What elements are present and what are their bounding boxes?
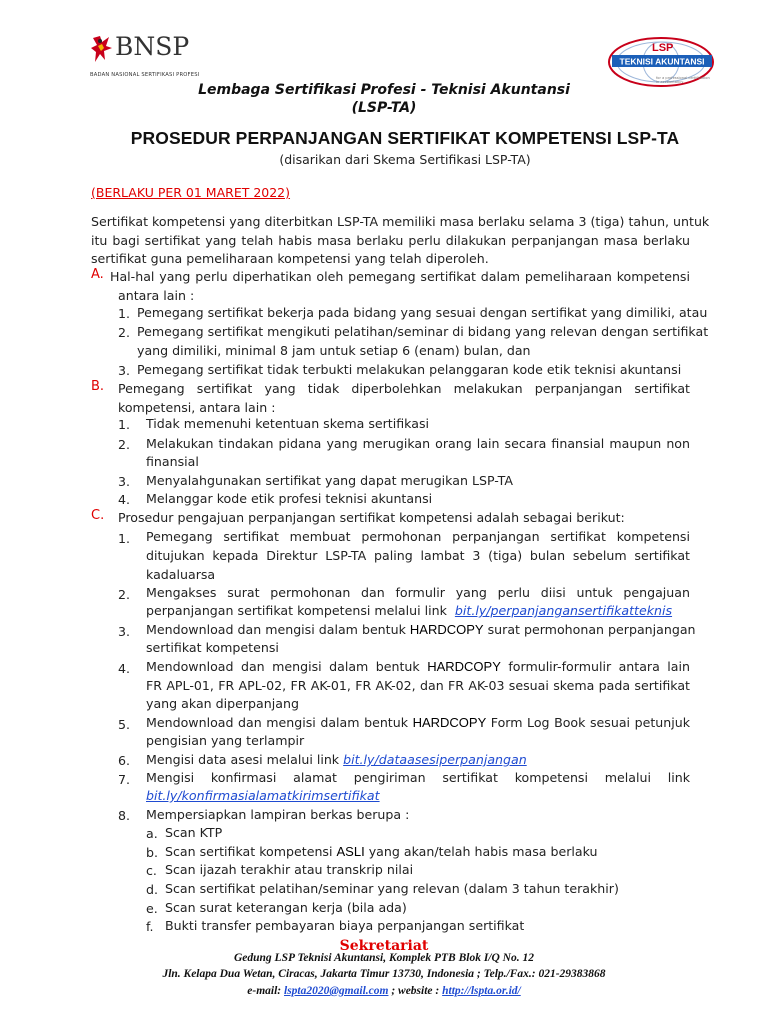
sublist-text: Scan sertifikat kompetensi — [165, 844, 333, 859]
list-item-cont: pengisian yang terlampir — [146, 733, 305, 748]
list-number: 2. — [118, 437, 131, 452]
bnsp-wordmark: BNSP — [115, 32, 190, 61]
sublist-item: Scan surat keterangan kerja (bila ada) — [165, 900, 407, 915]
list-item: Pemegang sertifikat membuat permohonan perpanjangan sertifikat kompetensi — [146, 529, 690, 544]
list-number: 2. — [118, 325, 131, 340]
list-item — [146, 657, 690, 676]
list-item-cont: yang akan diperpanjang — [146, 696, 299, 711]
list-number: 4. — [118, 492, 131, 507]
list-item-cont: finansial — [146, 454, 199, 469]
page-subtitle: (disarikan dari Skema Sertifikasi LSP-TA) — [279, 152, 531, 167]
list-number: 2. — [118, 587, 131, 602]
list-item-text: Mengisi data asesi melalui link — [146, 752, 340, 767]
list-item: Mengakses surat permohonan dan formulir yang perlu diisi untuk pengajuan — [146, 585, 690, 600]
email-label: e-mail: — [247, 985, 282, 997]
list-item — [146, 750, 527, 769]
hardcopy-label: HARDCOPY — [409, 622, 484, 637]
sublist-item: Scan sertifikat pelatihan/seminar yang relevan (dalam 3 tahun terakhir) — [165, 881, 619, 896]
list-item-text: formulir-formulir antara lain — [508, 659, 690, 674]
address-confirm-link[interactable]: bit.ly/konfirmasialamatkirimsertifikat — [146, 788, 380, 803]
list-number: 3. — [118, 624, 131, 639]
list-item — [146, 620, 696, 639]
section-a-line-1: Hal-hal yang perlu diperhatikan oleh pemegang sertifikat dalam pemeliharaan kompetensi — [110, 269, 690, 284]
section-b-line-1: Pemegang sertifikat yang tidak diperbolehkan melakukan perpanjangan sertifikat — [118, 381, 690, 396]
garuda-icon — [90, 34, 114, 66]
intro-line-3: sertifikat guna pemeliharaan kompetensi yang telah diperoleh. — [91, 251, 489, 266]
email-link[interactable]: lspta2020@gmail.com — [284, 985, 389, 997]
section-a-letter: A. — [91, 267, 104, 282]
sublist-item: Scan KTP — [165, 825, 223, 840]
hardcopy-label: HARDCOPY — [427, 659, 501, 674]
list-item-text: Mendownload dan mengisi dalam bentuk — [146, 715, 409, 730]
section-b-line-2: kompetensi, antara lain : — [118, 400, 276, 415]
asli-label: ASLI — [336, 844, 365, 859]
list-number: 5. — [118, 717, 131, 732]
sublist-letter: f. — [146, 919, 154, 934]
list-item: Pemegang sertifikat tidak terbukti melakukan pelanggaran kode etik teknisi akuntansi — [137, 362, 682, 377]
sublist-letter: a. — [146, 826, 158, 841]
list-item-cont: sertifikat kompetensi — [146, 640, 279, 655]
intro-line-2: itu bagi sertifikat yang telah habis masa berlaku perlu dilakukan perpanjangan masa berlaku — [91, 233, 690, 248]
list-number: 3. — [118, 474, 131, 489]
sublist-letter: d. — [146, 882, 158, 897]
list-number: 1. — [118, 417, 131, 432]
list-item — [146, 713, 690, 732]
list-item: Mengisi konfirmasi alamat pengiriman sertifikat kompetensi melalui link — [146, 770, 690, 785]
effective-date-text: (BERLAKU PER 01 MARET 2022) — [91, 185, 291, 200]
website-link[interactable]: http://lspta.or.id/ — [442, 985, 521, 997]
lsp-banner-text: TEKNISI AKUNTANSI — [619, 56, 705, 67]
list-item: Menyalahgunakan sertifikat yang dapat merugikan LSP-TA — [146, 473, 514, 488]
list-number: 7. — [118, 772, 131, 787]
lsp-tagline: for a professional certification in accountancy — [656, 76, 710, 85]
renewal-link[interactable]: bit.ly/perpanjangansertifikatteknis — [454, 603, 673, 618]
list-item-text: Mendownload dan mengisi dalam bentuk — [146, 622, 406, 637]
list-item: Mempersiapkan lampiran berkas berupa : — [146, 807, 410, 822]
list-number: 3. — [118, 363, 131, 378]
list-number: 6. — [118, 753, 131, 768]
list-number: 8. — [118, 808, 131, 823]
list-item: Melanggar kode etik profesi teknisi akuntansi — [146, 491, 433, 506]
list-item-text: perpanjangan sertifikat kompetensi melalui link — [146, 603, 447, 618]
list-number: 1. — [118, 531, 131, 546]
list-item-cont — [146, 601, 672, 620]
sublist-letter: b. — [146, 845, 158, 860]
list-item-cont: kadaluarsa — [146, 567, 216, 582]
bnsp-logo — [88, 30, 208, 82]
footer-address-2: Jln. Kelapa Dua Wetan, Ciracas, Jakarta Timur 13730, Indonesia ; Telp./Fax.: 021-29383868 — [162, 968, 606, 980]
list-number: 1. — [118, 306, 131, 321]
institution-line-2: (LSP-TA) — [351, 100, 417, 116]
sublist-item — [165, 842, 598, 861]
sublist-letter: e. — [146, 901, 158, 916]
list-item-text: Mendownload dan mengisi dalam bentuk — [146, 659, 420, 674]
sublist-text: yang akan/telah habis masa berlaku — [368, 844, 598, 859]
footer-contact — [0, 985, 768, 997]
list-item: Pemegang sertifikat bekerja pada bidang yang sesuai dengan sertifikat yang dimiliki, atau — [137, 305, 708, 320]
sublist-item: Bukti transfer pembayaran biaya perpanjangan sertifikat — [165, 918, 525, 933]
list-item: Pemegang sertifikat mengikuti pelatihan/seminar di bidang yang relevan dengan sertifikat — [137, 324, 709, 339]
list-item: Melakukan tindakan pidana yang merugikan orang lain secara finansial maupun non — [146, 436, 690, 451]
list-item-cont — [146, 786, 380, 805]
lsp-top-text: LSP — [652, 42, 674, 54]
list-number: 4. — [118, 661, 131, 676]
intro-line-1: Sertifikat kompetensi yang diterbitkan LSP-TA memiliki masa berlaku selama 3 (tiga) tahun, untuk — [91, 214, 710, 229]
section-c-line-1: Prosedur pengajuan perpanjangan sertifikat kompetensi adalah sebagai berikut: — [118, 510, 625, 525]
bnsp-subtitle: BADAN NASIONAL SERTIFIKASI PROFESI — [90, 72, 200, 78]
sublist-item: Scan ijazah terakhir atau transkrip nilai — [165, 862, 414, 877]
section-a-line-2: antara lain : — [118, 288, 195, 303]
list-item-cont: ditujukan kepada Direktur LSP-TA paling lambat 3 (tiga) bulan sebelum sertifikat — [146, 548, 690, 563]
sublist-letter: c. — [146, 863, 157, 878]
data-asesi-link[interactable]: bit.ly/dataasesiperpanjangan — [343, 752, 527, 767]
list-item: Tidak memenuhi ketentuan skema sertifikasi — [146, 416, 430, 431]
list-item-text: Form Log Book sesuai petunjuk — [490, 715, 690, 730]
list-item-cont: yang dimiliki, minimal 8 jam untuk setiap 6 (enam) bulan, dan — [137, 343, 531, 358]
website-label: ; website : — [391, 985, 440, 997]
footer-address-1: Gedung LSP Teknisi Akuntansi, Komplek PTB Blok I/Q No. 12 — [233, 952, 534, 964]
section-b-letter: B. — [91, 379, 105, 394]
institution-line-1: Lembaga Sertifikasi Profesi - Teknisi Akuntansi — [198, 82, 570, 98]
footer-title: Sekretariat — [339, 938, 429, 954]
page-title: PROSEDUR PERPANJANGAN SERTIFIKAT KOMPETENSI LSP-TA — [130, 128, 680, 148]
section-c-letter: C. — [91, 508, 105, 523]
list-item-text: surat permohonan perpanjangan — [487, 622, 696, 637]
list-item-cont: FR APL-01, FR APL-02, FR AK-01, FR AK-02, dan FR AK-03 sesuai skema pada sertifikat — [146, 678, 690, 693]
effective-date — [91, 185, 290, 200]
hardcopy-label: HARDCOPY — [412, 715, 487, 730]
